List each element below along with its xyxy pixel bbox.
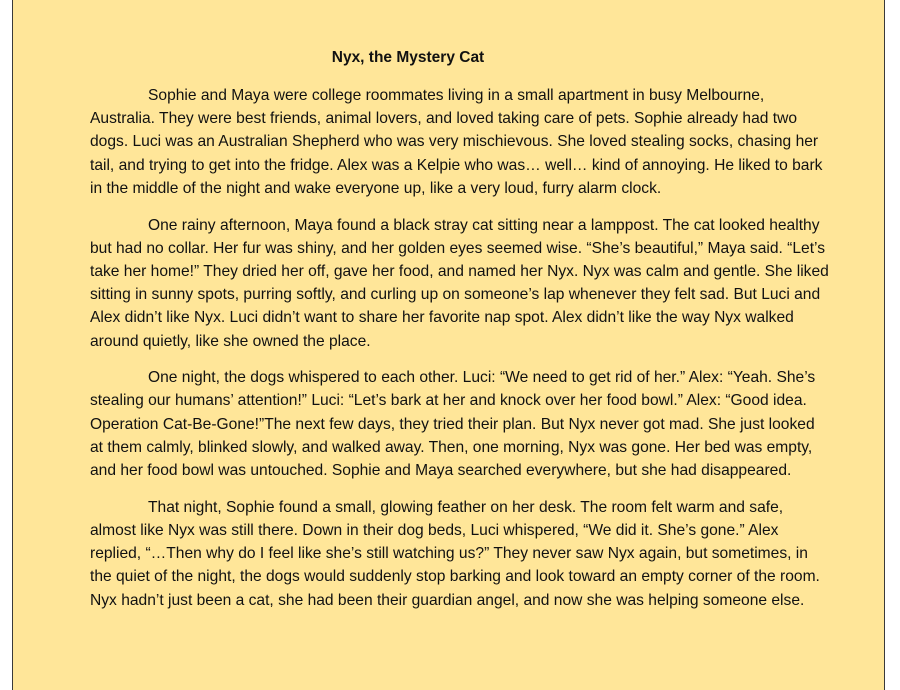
paragraph-2: One rainy afternoon, Maya found a black stray cat sitting near a lamppost. The cat looked healthy but had no collar. Her fur was shiny, and her golden eyes seemed wise. “She’s beautiful,” Maya said. “Let’s take her home!” They dried her off, gave her food, and named her Nyx. Nyx was calm and gentle. She liked sitting in sunny spots, purring softly, and curling up on someone’s lap whenever they felt sad. But Luci and Alex didn’t like Nyx. Luci didn’t want to share her favorite nap spot. Alex didn’t like the way Nyx walked around quietly, like she owned the place. — [90, 216, 829, 350]
paragraph-1: Sophie and Maya were college roommates living in a small apartment in busy Melbourne, Australia. They were best friends, animal lovers, and loved taking care of pets. Sophie already had two dogs. Luci was an Australian Shepherd who was very mischievous. She loved stealing socks, chasing her tail, and trying to get into the fridge. Alex was a Kelpie who was… well… kind of annoying. He liked to bark in the middle of the night and wake everyone up, like a very loud, furry alarm clock. — [90, 87, 823, 197]
document-title: Nyx, the Mystery Cat — [331, 49, 485, 66]
paragraph-3: One night, the dogs whispered to each other. Luci: “We need to get rid of her.” Alex: “Yeah. She’s stealing our humans’ attention!” Luci: “Let’s bark at her and knock over her food bowl.” Alex: “Good idea. Operation Cat-Be-Gone!”The next few days, they tried their plan. But Nyx never got mad. She just looked at them calmly, blinked slowly, and walked away. Then, one morning, Nyx was gone. Her bed was empty, and her food bowl was untouched. Sophie and Maya searched everywhere, but she had disappeared. — [90, 369, 816, 480]
paragraph-4: That night, Sophie found a small, glowing feather on her desk. The room felt warm and safe, almost like Nyx was still there. Down in their dog beds, Luci whispered, “We did it. She’s gone.” Alex replied, “…Then why do I feel like she’s still watching us?” They never saw Nyx again, but sometimes, in the quiet of the night, the dogs would suddenly stop barking and look toward an empty corner of the room. Nyx hadn’t just been a cat, she had been their guardian angel, and now she was helping someone else. — [90, 498, 820, 609]
document-body — [90, 84, 830, 625]
document-page — [12, 0, 885, 690]
